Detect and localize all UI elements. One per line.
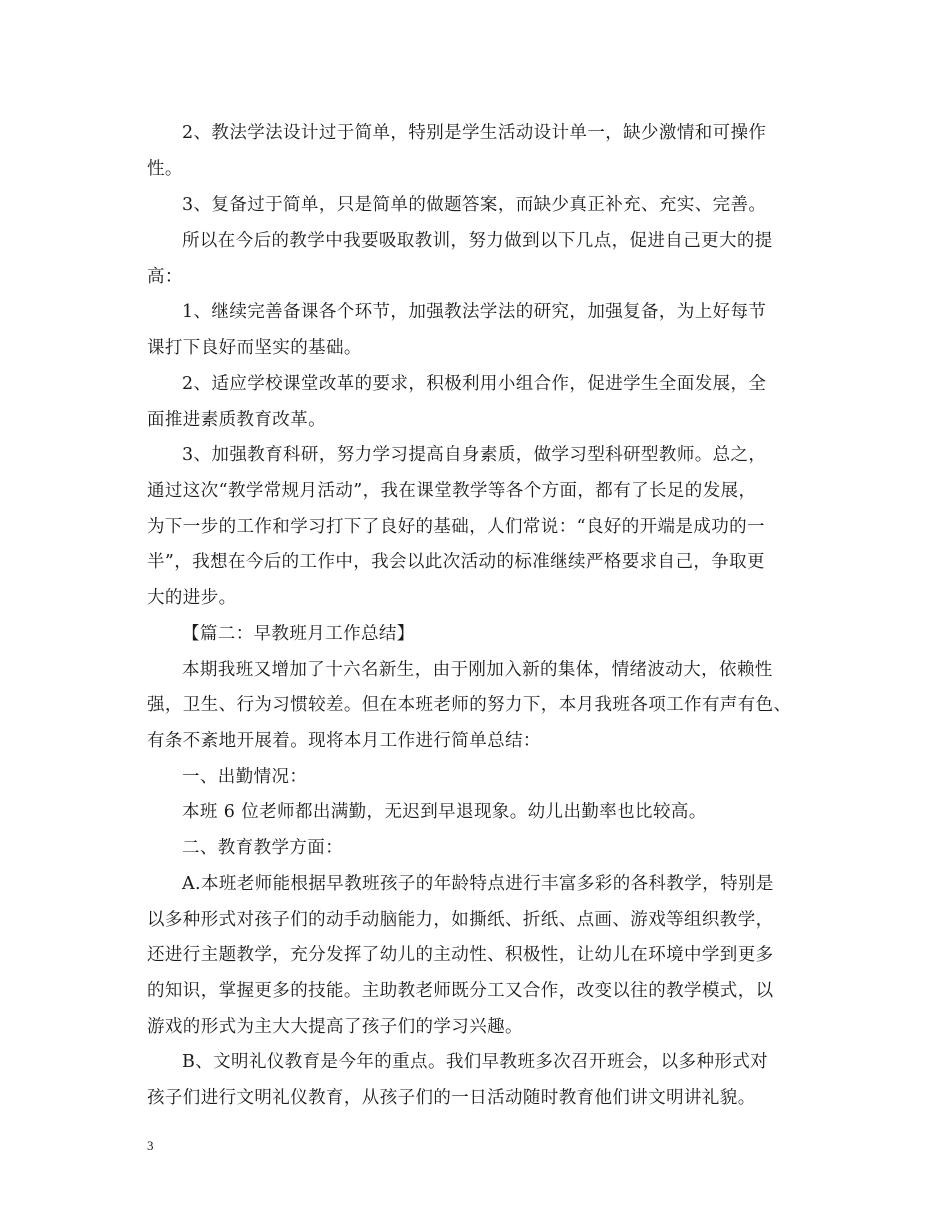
paragraph-line: 半”，我想在今后的工作中，我会以此次活动的标准继续严格要求自己，争取更 [147, 552, 765, 572]
paragraph-line: 性。 [147, 159, 183, 179]
paragraph-line: 有条不紊地开展着。现将本月工作进行简单总结： [147, 731, 541, 751]
paragraph-line: 为下一步的工作和学习打下了良好的基础，人们常说：“良好的开端是成功的一 [147, 517, 765, 537]
paragraph-line: 通过这次“教学常规月活动”，我在课堂教学等各个方面，都有了长足的发展， [147, 481, 757, 501]
paragraph-line: 孩子们进行文明礼仪教育，从孩子们的一日活动随时教育他们讲文明讲礼貌。 [147, 1088, 756, 1108]
paragraph-line: 本期我班又增加了十六名新生，由于刚加入新的集体，情绪波动大，依赖性 [182, 660, 773, 680]
paragraph-line: 1、继续完善备课各个环节，加强教法学法的研究，加强复备，为上好每节 [182, 302, 767, 322]
paragraph-line: A.本班老师能根据早教班孩子的年龄特点进行丰富多彩的各科教学，特别是 [182, 874, 774, 894]
paragraph-line: 游戏的形式为主大大提高了孩子们的学习兴趣。 [147, 1017, 523, 1037]
paragraph-line: 以多种形式对孩子们的动手动脑能力，如撕纸、折纸、点画、游戏等组织教学， [147, 910, 774, 930]
page-number: 3 [147, 1138, 154, 1153]
paragraph-line: 还进行主题教学，充分发挥了幼儿的主动性、积极性，让幼儿在环境中学到更多 [147, 945, 774, 965]
paragraph-line: 高： [147, 267, 183, 287]
paragraph-line: 的知识，掌握更多的技能。主助教老师既分工又合作，改变以往的教学模式，以 [147, 981, 774, 1001]
paragraph-line: 3、复备过于简单，只是简单的做题答案，而缺少真正补充、充实、完善。 [182, 195, 767, 215]
paragraph-line: 3、加强教育科研，努力学习提高自身素质，做学习型科研型教师。总之， [182, 445, 767, 465]
section-heading: 【篇二：早教班月工作总结】 [182, 624, 415, 644]
paragraph-line: 所以在今后的教学中我要吸取教训，努力做到以下几点，促进自己更大的提 [182, 231, 773, 251]
paragraph-line: B、文明礼仪教育是今年的重点。我们早教班多次召开班会，以多种形式对 [182, 1052, 769, 1072]
paragraph-line: 课打下良好而坚实的基础。 [147, 338, 362, 358]
paragraph-line: 强，卫生、行为习惯较差。但在本班老师的努力下，本月我班各项工作有声有色、 [147, 695, 792, 715]
subheading: 一、出勤情况： [182, 767, 308, 787]
paragraph-line: 2、适应学校课堂改革的要求，积极利用小组合作，促进学生全面发展，全 [182, 374, 767, 394]
paragraph-line: 大的进步。 [147, 588, 237, 608]
paragraph-line: 面推进素质教育改革。 [147, 410, 326, 430]
paragraph-line: 2、教法学法设计过于简单，特别是学生活动设计单一，缺少激情和可操作 [182, 123, 767, 143]
paragraph-line: 本班 6 位老师都出满勤，无迟到早退现象。幼儿出勤率也比较高。 [182, 802, 707, 822]
subheading: 二、教育教学方面： [182, 838, 344, 858]
